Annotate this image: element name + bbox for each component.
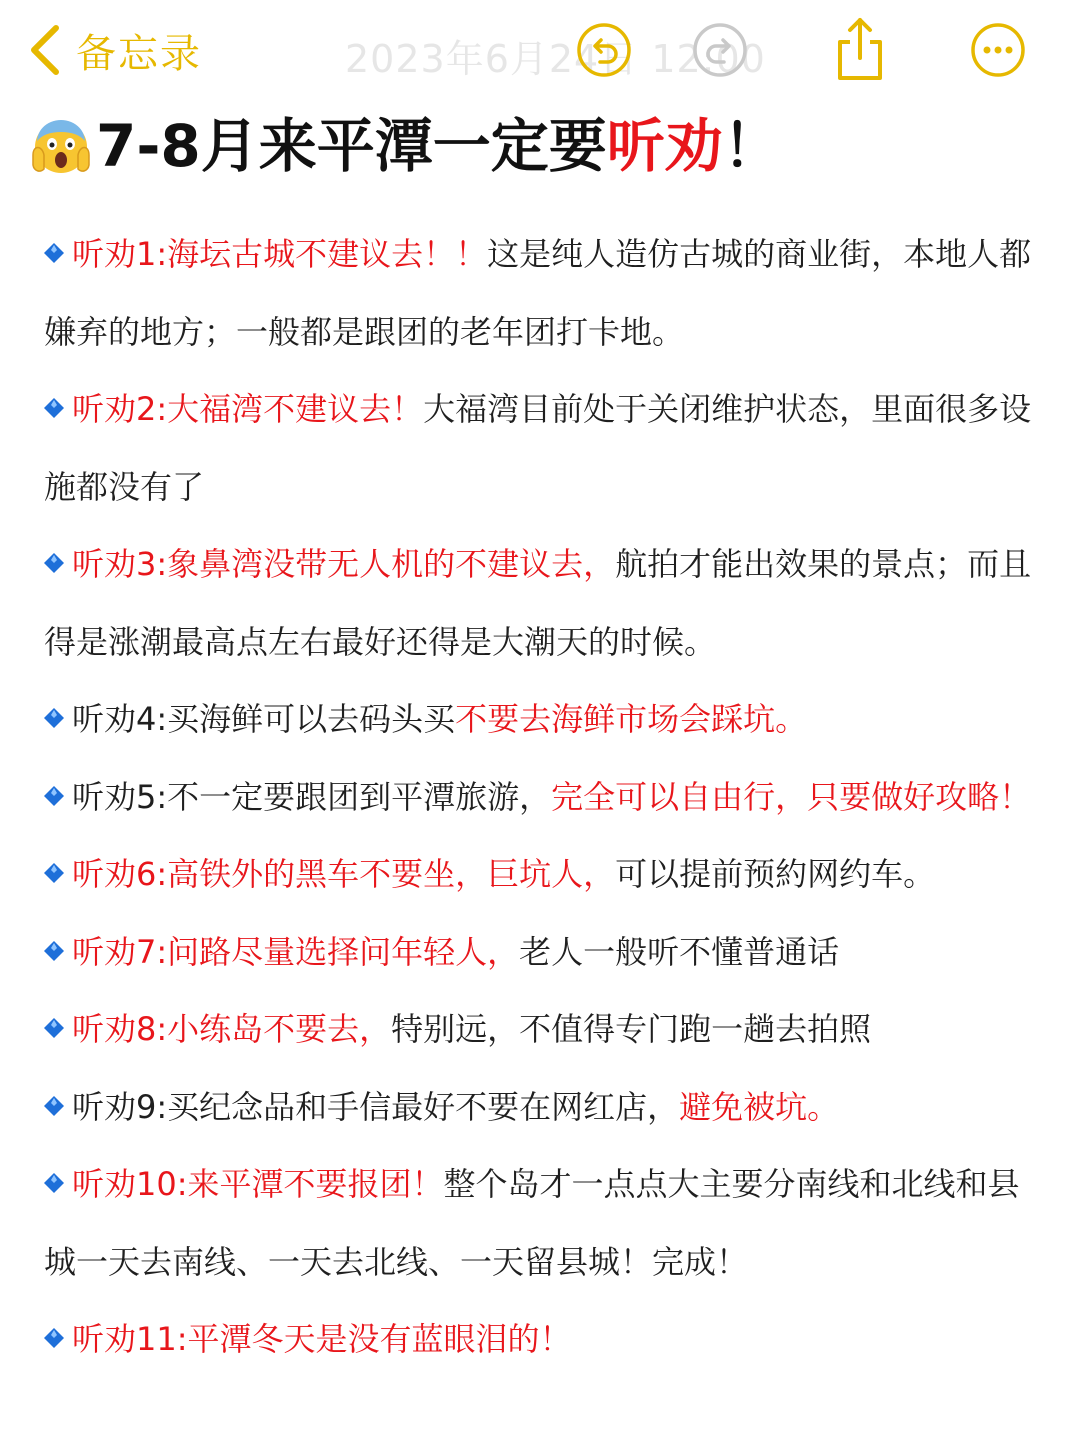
- item-highlight: 完全可以自由行，只要做好攻略！: [551, 777, 1032, 816]
- face-screaming-icon: [30, 115, 92, 177]
- chevron-left-icon: [28, 24, 62, 76]
- item-highlight: 听劝7:问路尽量选择问年轻人，: [72, 932, 520, 971]
- item-highlight: 不要去海鲜市场会踩坑。: [455, 700, 808, 738]
- list-item: [44, 836, 1044, 914]
- item-text: 大福湾目前处于关闭维护状态，里面很多设施都没有了: [44, 390, 1032, 506]
- item-highlight: 听劝11:平潭冬天是没有蓝眼泪的！: [72, 1320, 572, 1358]
- list-item: [44, 1069, 1044, 1147]
- blue-diamond-icon: [44, 1018, 64, 1038]
- list-item: [44, 1146, 1044, 1301]
- list-item: [44, 216, 1044, 371]
- item-highlight: 听劝1:海坛古城不建议去！！: [72, 235, 488, 273]
- item-highlight: 避免被坑。: [679, 1087, 840, 1126]
- item-highlight: 听劝8:小练岛不要去，: [72, 1010, 392, 1048]
- back-label: 备忘录: [76, 30, 202, 77]
- undo-icon: [576, 22, 632, 78]
- item-highlight: 听劝3:象鼻湾没带无人机的不建议去，: [72, 545, 616, 583]
- list-item: [44, 914, 1044, 992]
- item-text: 这是纯人造仿古城的商业街，本地人都嫌弃的地方；一般都是跟团的老年团打卡地。: [44, 235, 1032, 351]
- item-text: 特别远，不值得专门跑一趟去拍照: [391, 1010, 872, 1048]
- blue-diamond-icon: [44, 553, 64, 573]
- title-suffix: ！: [722, 112, 781, 180]
- list-item: [44, 681, 1044, 759]
- note-date: 2023年6月24日 12:00: [345, 37, 766, 81]
- title-prefix: 7-8月来平潭一定要: [96, 112, 607, 180]
- redo-button[interactable]: [692, 22, 748, 78]
- item-highlight: 听劝10:来平潭不要报团！: [72, 1165, 444, 1203]
- top-nav-bar: [0, 0, 1080, 100]
- more-icon: [970, 22, 1026, 78]
- undo-button[interactable]: [576, 22, 632, 78]
- blue-diamond-icon: [44, 243, 64, 263]
- item-text: 整个岛才一点点大主要分南线和北线和县城一天去南线、一天去北线、一天留县城！完成！: [44, 1165, 1020, 1281]
- blue-diamond-icon: [44, 786, 64, 806]
- item-text: 可以提前预約网约车。: [615, 855, 936, 893]
- list-item: [44, 1301, 1044, 1379]
- blue-diamond-icon: [44, 1173, 64, 1193]
- item-text: 听劝9:买纪念品和手信最好不要在网红店，: [72, 1087, 680, 1126]
- item-highlight: 听劝6:高铁外的黑车不要坐，巨坑人，: [72, 855, 616, 893]
- item-text: 听劝5:不一定要跟团到平潭旅游，: [72, 777, 552, 816]
- title-highlight: 听劝: [606, 112, 723, 180]
- list-item: [44, 526, 1044, 681]
- note-body: [44, 216, 1044, 1379]
- item-highlight: 听劝2:大福湾不建议去！: [72, 390, 424, 428]
- more-button[interactable]: [970, 22, 1026, 78]
- share-icon: [832, 16, 888, 82]
- redo-icon: [692, 22, 748, 78]
- back-button[interactable]: [28, 18, 202, 82]
- item-text: 听劝4:买海鲜可以去码头买: [72, 700, 456, 738]
- item-text: 航拍才能出效果的景点；而且得是涨潮最高点左右最好还得是大潮天的时候。: [44, 545, 1032, 661]
- blue-diamond-icon: [44, 1328, 64, 1348]
- list-item: [44, 371, 1044, 526]
- list-item: [44, 991, 1044, 1069]
- blue-diamond-icon: [44, 1096, 64, 1116]
- blue-diamond-icon: [44, 941, 64, 961]
- list-item: [44, 759, 1044, 837]
- note-title: [30, 106, 781, 186]
- blue-diamond-icon: [44, 708, 64, 728]
- item-text: 老人一般听不懂普通话: [519, 932, 840, 971]
- blue-diamond-icon: [44, 863, 64, 883]
- share-button[interactable]: [832, 16, 888, 82]
- blue-diamond-icon: [44, 398, 64, 418]
